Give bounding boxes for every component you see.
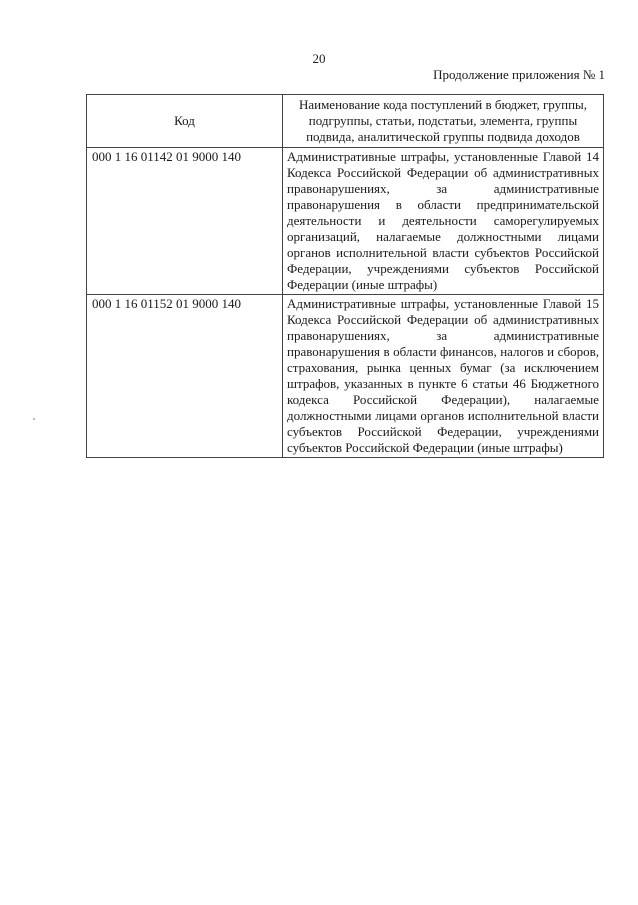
row-code: 000 1 16 01142 01 9000 140	[87, 148, 283, 295]
row-description: Административные штрафы, установленные Главой 14 Кодекса Российской Федерации об административных правонарушениях, за административные правонарушения в области предпринимательской деятельности и деятельности саморегулируемых организаций, налагаемые должностными лицами органов исполнительной власти субъектов Российской Федерации, учреждениями субъектов Российской Федерации (иные штрафы)	[283, 148, 604, 295]
header-code: Код	[87, 95, 283, 148]
header-name: Наименование кода поступлений в бюджет, группы, подгруппы, статьи, подстатьи, элемента, группы подвида, аналитической группы подвида доходов	[283, 95, 604, 148]
row-code: 000 1 16 01152 01 9000 140	[87, 295, 283, 458]
table-row	[87, 295, 604, 458]
table-row	[87, 148, 604, 295]
scan-speck	[33, 418, 35, 420]
table-header	[87, 95, 604, 148]
row-description: Административные штрафы, установленные Главой 15 Кодекса Российской Федерации об административных правонарушениях, за административные правонарушения в области финансов, налогов и сборов, страхования, рынка ценных бумаг (за исключением штрафов, указанных в пункте 6 статьи 46 Бюджетного кодекса Российской Федерации), налагаемые должностными лицами органов исполнительной власти субъектов Российской Федерации, учреждениями субъектов Российской Федерации (иные штрафы)	[283, 295, 604, 458]
header-row	[87, 95, 604, 148]
continuation-note: Продолжение приложения № 1	[433, 67, 605, 82]
table-body	[87, 148, 604, 458]
page-number: 20	[312, 51, 326, 66]
revenue-codes-table	[86, 94, 604, 458]
